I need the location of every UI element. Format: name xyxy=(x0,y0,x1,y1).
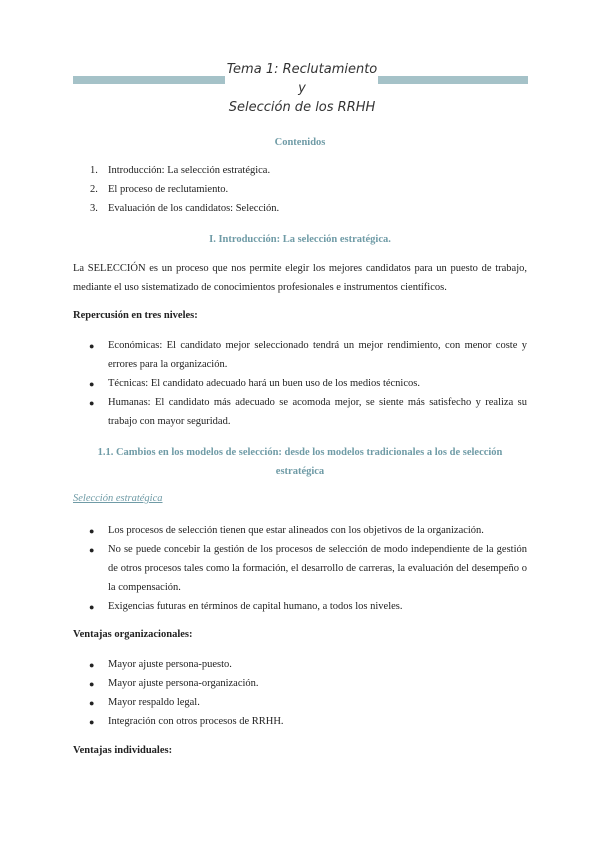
contents-heading: Contenidos xyxy=(274,137,326,148)
bullet-icon: ● xyxy=(89,660,95,670)
section-1-intro-paragraph: La SELECCIÓN es un proceso que nos permite elegir los mejores candidatos para un puesto de trabajo, mediante el uso sistematizado de conocimientos profesionales e instrumentos científicos. xyxy=(73,263,527,293)
contents-item-1-number: 1. xyxy=(90,165,98,176)
seleccion-estrategica-link[interactable]: Selección estratégica xyxy=(73,493,163,504)
bullet-icon: ● xyxy=(89,398,95,408)
section-1-1-heading-line-2: estratégica xyxy=(275,466,325,477)
section-1-heading: I. Introducción: La selección estratégica. xyxy=(209,234,391,245)
bullet-icon: ● xyxy=(89,602,95,612)
individual-advantages-heading: Ventajas individuales: xyxy=(73,745,173,756)
contents-item-3: Evaluación de los candidatos: Selección. xyxy=(108,203,280,214)
org-advantages-heading: Ventajas organizacionales: xyxy=(73,629,193,640)
bullet-icon: ● xyxy=(89,698,95,708)
document-title xyxy=(226,60,378,117)
org-advantage-4: Integración con otros procesos de RRHH. xyxy=(108,716,284,727)
level-tecnicas: Técnicas: El candidato adecuado hará un buen uso de los medios técnicos. xyxy=(108,378,420,389)
strategic-item-1: Los procesos de selección tienen que estar alineados con los objetivos de la organización. xyxy=(108,525,484,536)
level-humanas: Humanas: El candidato más adecuado se acomoda mejor, se siente más satisfecho y realiza su trabajo con mayor seguridad. xyxy=(108,397,527,427)
org-advantage-3: Mayor respaldo legal. xyxy=(108,697,200,708)
title-line-2: Selección de los RRHH xyxy=(228,100,376,115)
bullet-icon: ● xyxy=(89,379,95,389)
section-1-1-heading-line-1: 1.1. Cambios en los modelos de selección: desde los modelos tradicionales a los de selección xyxy=(97,447,503,458)
org-advantage-1: Mayor ajuste persona-puesto. xyxy=(108,659,232,670)
title-line-1: Tema 1: Reclutamiento y xyxy=(226,62,378,96)
strategic-item-3: Exigencias futuras en términos de capital humano, a todos los niveles. xyxy=(108,601,403,612)
strategic-item-2: No se puede concebir la gestión de los procesos de selección de modo independiente de la gestión de otros procesos tales como la formación, el desarrollo de carreras, la evaluación del desempeño o la compensación. xyxy=(108,544,527,593)
org-advantage-2: Mayor ajuste persona-organización. xyxy=(108,678,259,689)
level-economicas: Económicas: El candidato mejor seleccionado tendrá un mejor rendimiento, con menor coste y errores para la organización. xyxy=(108,340,527,370)
header-bar-right xyxy=(378,76,528,84)
contents-item-2: El proceso de reclutamiento. xyxy=(108,184,229,195)
bullet-icon: ● xyxy=(89,526,95,536)
bullet-icon: ● xyxy=(89,679,95,689)
contents-item-1: Introducción: La selección estratégica. xyxy=(108,165,271,176)
levels-heading: Repercusión en tres niveles: xyxy=(73,310,198,321)
bullet-icon: ● xyxy=(89,341,95,351)
bullet-icon: ● xyxy=(89,545,95,555)
document-header xyxy=(0,58,600,115)
contents-item-3-number: 3. xyxy=(90,203,98,214)
bullet-icon: ● xyxy=(89,717,95,727)
header-bar-left xyxy=(73,76,225,84)
contents-item-2-number: 2. xyxy=(90,184,98,195)
